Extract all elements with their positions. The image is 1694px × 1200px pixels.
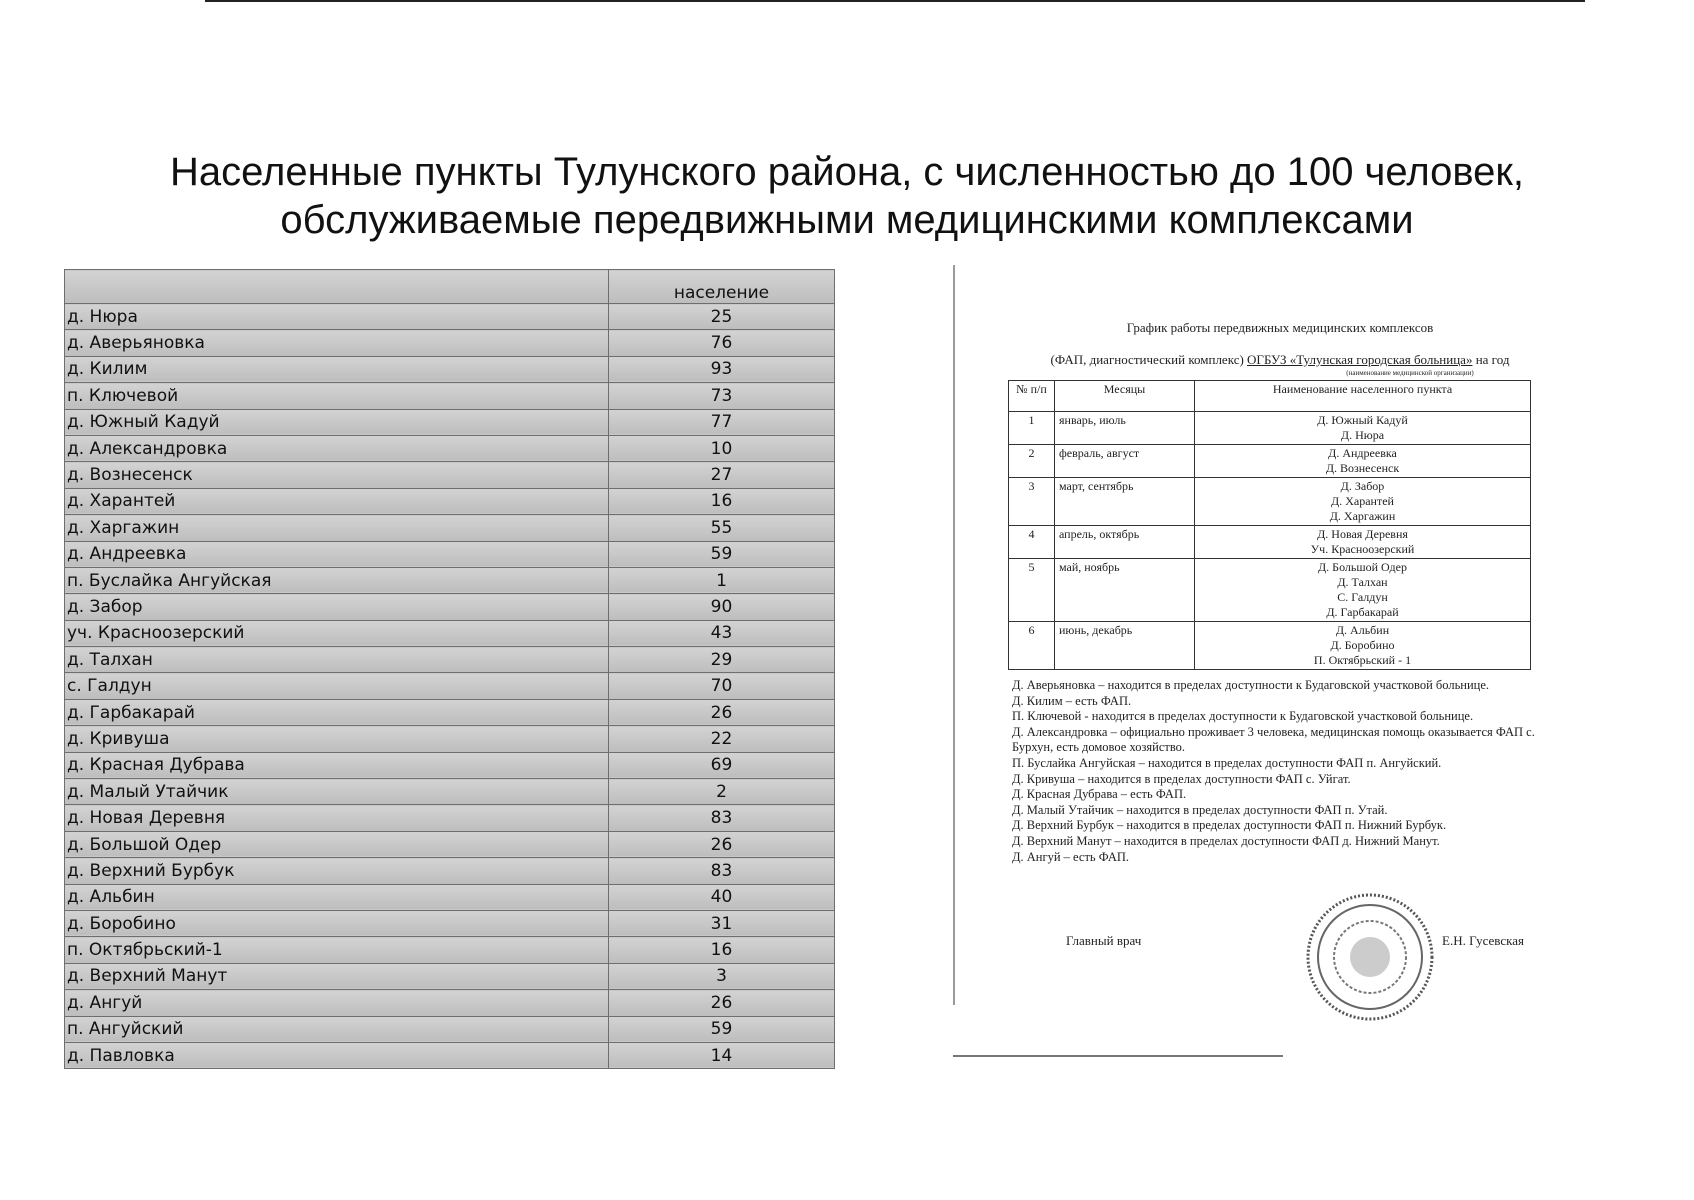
schedule-subtitle [950,352,1610,368]
schedule-places [1195,412,1531,445]
schedule-months: апрель, октябрь [1055,526,1195,559]
schedule-places [1195,445,1531,478]
table-row [65,910,835,936]
schedule-places [1195,622,1531,670]
schedule-months: февраль, август [1055,445,1195,478]
settlement-population: 93 [609,356,835,382]
population-table-body [65,304,835,1069]
schedule-table-body [1009,412,1531,670]
settlement-population: 26 [609,990,835,1016]
schedule-title: График работы передвижных медицинских комплексов [1126,320,1434,335]
settlement-name: д. Гарбакарай [65,699,609,725]
settlement-name: д. Верхний Манут [65,963,609,989]
settlement-name: д. Харгажин [65,515,609,541]
schedule-place: Д. Боробино [1330,638,1395,652]
settlement-population: 25 [609,304,835,330]
table-row [65,488,835,514]
schedule-places [1195,478,1531,526]
table-row [65,647,835,673]
schedule-place: Д. Андреевка [1328,446,1397,460]
note-line: Д. Красная Дубрава – есть ФАП. [1012,787,1187,802]
settlement-population: 77 [609,409,835,435]
schedule-header-num: № п/п [1009,381,1055,412]
table-row [65,541,835,567]
schedule-place: С. Галдун [1337,590,1388,604]
settlement-name: д. Нюра [65,304,609,330]
settlement-population: 55 [609,515,835,541]
note-line: Д. Верхний Бурбук – находится в пределах доступности ФАП п. Нижний Бурбук. [1012,818,1447,833]
table-row [65,884,835,910]
table-row [65,620,835,646]
schedule-row [1009,412,1531,445]
settlement-name: п. Октябрьский-1 [65,937,609,963]
schedule-place: Д. Гарбакарай [1326,605,1399,619]
note-line: Д. Ангуй – есть ФАП. [1012,849,1130,864]
settlement-population: 90 [609,594,835,620]
settlement-population: 83 [609,858,835,884]
schedule-row [1009,445,1531,478]
page-title-line-1: Населенные пункты Тулунского района, с численностью до 100 человек, [169,150,1525,194]
settlement-population: 16 [609,937,835,963]
table-row [65,1016,835,1042]
header-population: население [609,270,835,304]
settlement-population: 69 [609,752,835,778]
settlement-population: 26 [609,699,835,725]
table-row [65,937,835,963]
schedule-num: 3 [1009,478,1055,526]
note-line: Д. Килим – есть ФАП. [1012,693,1132,708]
schedule-months: май, ноябрь [1055,559,1195,622]
table-row [65,383,835,409]
settlement-name: д. Вознесенск [65,462,609,488]
table-row [65,462,835,488]
schedule-months: июнь, декабрь [1055,622,1195,670]
settlement-population: 83 [609,805,835,831]
settlement-name: д. Павловка [65,1042,609,1068]
schedule-place: П. Октябрьский - 1 [1313,653,1412,667]
table-row [65,435,835,461]
schedule-place: Уч. Красноозерский [1310,542,1415,556]
table-row [65,304,835,330]
settlement-population: 31 [609,910,835,936]
schedule-place: Д. Южный Кадуй [1317,413,1408,427]
schedule-row [1009,622,1531,670]
settlement-name: д. Новая Деревня [65,805,609,831]
settlement-population: 59 [609,541,835,567]
table-row [65,779,835,805]
settlement-population: 29 [609,647,835,673]
note-line: Д. Малый Утайчик – находится в пределах доступности ФАП п. Утай. [1012,802,1388,817]
table-row [65,594,835,620]
settlement-population: 59 [609,1016,835,1042]
schedule-place: Д. Нюра [1340,428,1385,442]
schedule-place: Д. Забор [1340,479,1385,493]
settlement-population: 43 [609,620,835,646]
schedule-months: март, сентябрь [1055,478,1195,526]
settlement-name: с. Галдун [65,673,609,699]
round-seal-stamp [1305,892,1435,1022]
settlement-name: д. Красная Дубрава [65,752,609,778]
settlement-name: д. Южный Кадуй [65,409,609,435]
schedule-places [1195,559,1531,622]
settlement-population: 22 [609,726,835,752]
settlement-name: д. Малый Утайчик [65,779,609,805]
settlement-name: д. Верхний Бурбук [65,858,609,884]
population-table-header [65,270,835,304]
schedule-row [1009,478,1531,526]
settlement-population: 16 [609,488,835,514]
settlement-name: д. Александровка [65,435,609,461]
page-title-line-2: обслуживаемые передвижными медицинскими комплексами [280,198,1414,242]
schedule-place: Д. Альбин [1335,623,1390,637]
table-row [65,726,835,752]
settlement-name: д. Большой Одер [65,831,609,857]
settlement-name: д. Талхан [65,647,609,673]
settlement-population: 3 [609,963,835,989]
schedule-num: 2 [1009,445,1055,478]
schedule-place: Д. Новая Деревня [1317,527,1408,541]
schedule-row [1009,526,1531,559]
table-row [65,858,835,884]
subtitle-caption: (наименование медицинской организации) [1346,369,1474,377]
schedule-header-months: Месяцы [1055,381,1195,412]
schedule-header-place: Наименование населенного пункта [1195,381,1531,412]
table-row [65,831,835,857]
schedule-num: 5 [1009,559,1055,622]
settlement-name: уч. Красноозерский [65,620,609,646]
table-row [65,330,835,356]
table-row [65,356,835,382]
settlement-name: д. Кривуша [65,726,609,752]
settlement-name: д. Альбин [65,884,609,910]
settlement-name: п. Буслайка Ангуйская [65,567,609,593]
settlement-population: 73 [609,383,835,409]
table-row [65,409,835,435]
settlement-name: п. Ангуйский [65,1016,609,1042]
signer-name: Е.Н. Гусевская [1442,933,1524,948]
scanned-schedule-document [950,270,1610,1060]
settlement-name: д. Андреевка [65,541,609,567]
subtitle-prefix: (ФАП, диагностический комплекс) [1050,352,1244,367]
schedule-place: Д. Харгажин [1329,509,1396,523]
table-row [65,1042,835,1068]
population-table [64,269,835,1069]
subtitle-org: ОГБУЗ «Тулунская городская больница» [1247,352,1473,367]
schedule-place: Д. Вознесенск [1325,461,1400,475]
table-row [65,963,835,989]
top-rule [205,0,1585,2]
table-row [65,805,835,831]
settlement-name: д. Аверьяновка [65,330,609,356]
schedule-notes [1012,678,1572,865]
note-line: П. Буслайка Ангуйская – находится в пределах доступности ФАП п. Ангуйский. [1012,755,1442,770]
schedule-row [1009,559,1531,622]
schedule-num: 4 [1009,526,1055,559]
schedule-num: 1 [1009,412,1055,445]
note-line: Д. Верхний Манут – находится в пределах доступности ФАП д. Нижний Манут. [1012,833,1440,848]
table-row [65,752,835,778]
chief-doctor-label: Главный врач [1066,933,1142,948]
settlement-name: п. Ключевой [65,383,609,409]
schedule-place: Д. Харантей [1331,494,1394,508]
settlement-population: 40 [609,884,835,910]
settlement-population: 10 [609,435,835,461]
settlement-name: д. Ангуй [65,990,609,1016]
page-title [0,148,1694,244]
settlement-name: д. Килим [65,356,609,382]
settlement-name: д. Харантей [65,488,609,514]
settlement-population: 2 [609,779,835,805]
note-line: П. Ключевой - находится в пределах доступности к Будаговской участковой больнице. [1012,709,1474,724]
table-row [65,673,835,699]
schedule-table-header [1009,381,1531,412]
settlement-name: д. Боробино [65,910,609,936]
header-name [65,270,609,304]
note-line: Д. Аверьяновка – находится в пределах доступности к Будаговской участковой больнице. [1012,678,1490,692]
schedule-places [1195,526,1531,559]
note-line: Д. Александровка – официально проживает 3 человека, медицинская помощь оказывается ФАП с. Бурхун, есть домовое хозяйство. [1012,724,1535,755]
subtitle-suffix: на год [1475,352,1510,367]
schedule-num: 6 [1009,622,1055,670]
settlement-population: 1 [609,567,835,593]
settlement-population: 26 [609,831,835,857]
table-row [65,699,835,725]
schedule-place: Д. Талхан [1337,575,1388,589]
schedule-place: Д. Большой Одер [1318,560,1407,574]
schedule-months: январь, июль [1055,412,1195,445]
table-row [65,567,835,593]
settlement-population: 76 [609,330,835,356]
settlement-population: 27 [609,462,835,488]
table-row [65,515,835,541]
settlement-population: 14 [609,1042,835,1068]
schedule-table [1008,380,1531,670]
settlement-population: 70 [609,673,835,699]
note-line: Д. Кривуша – находится в пределах доступности ФАП с. Уйгат. [1012,771,1351,786]
table-row [65,990,835,1016]
settlement-name: д. Забор [65,594,609,620]
